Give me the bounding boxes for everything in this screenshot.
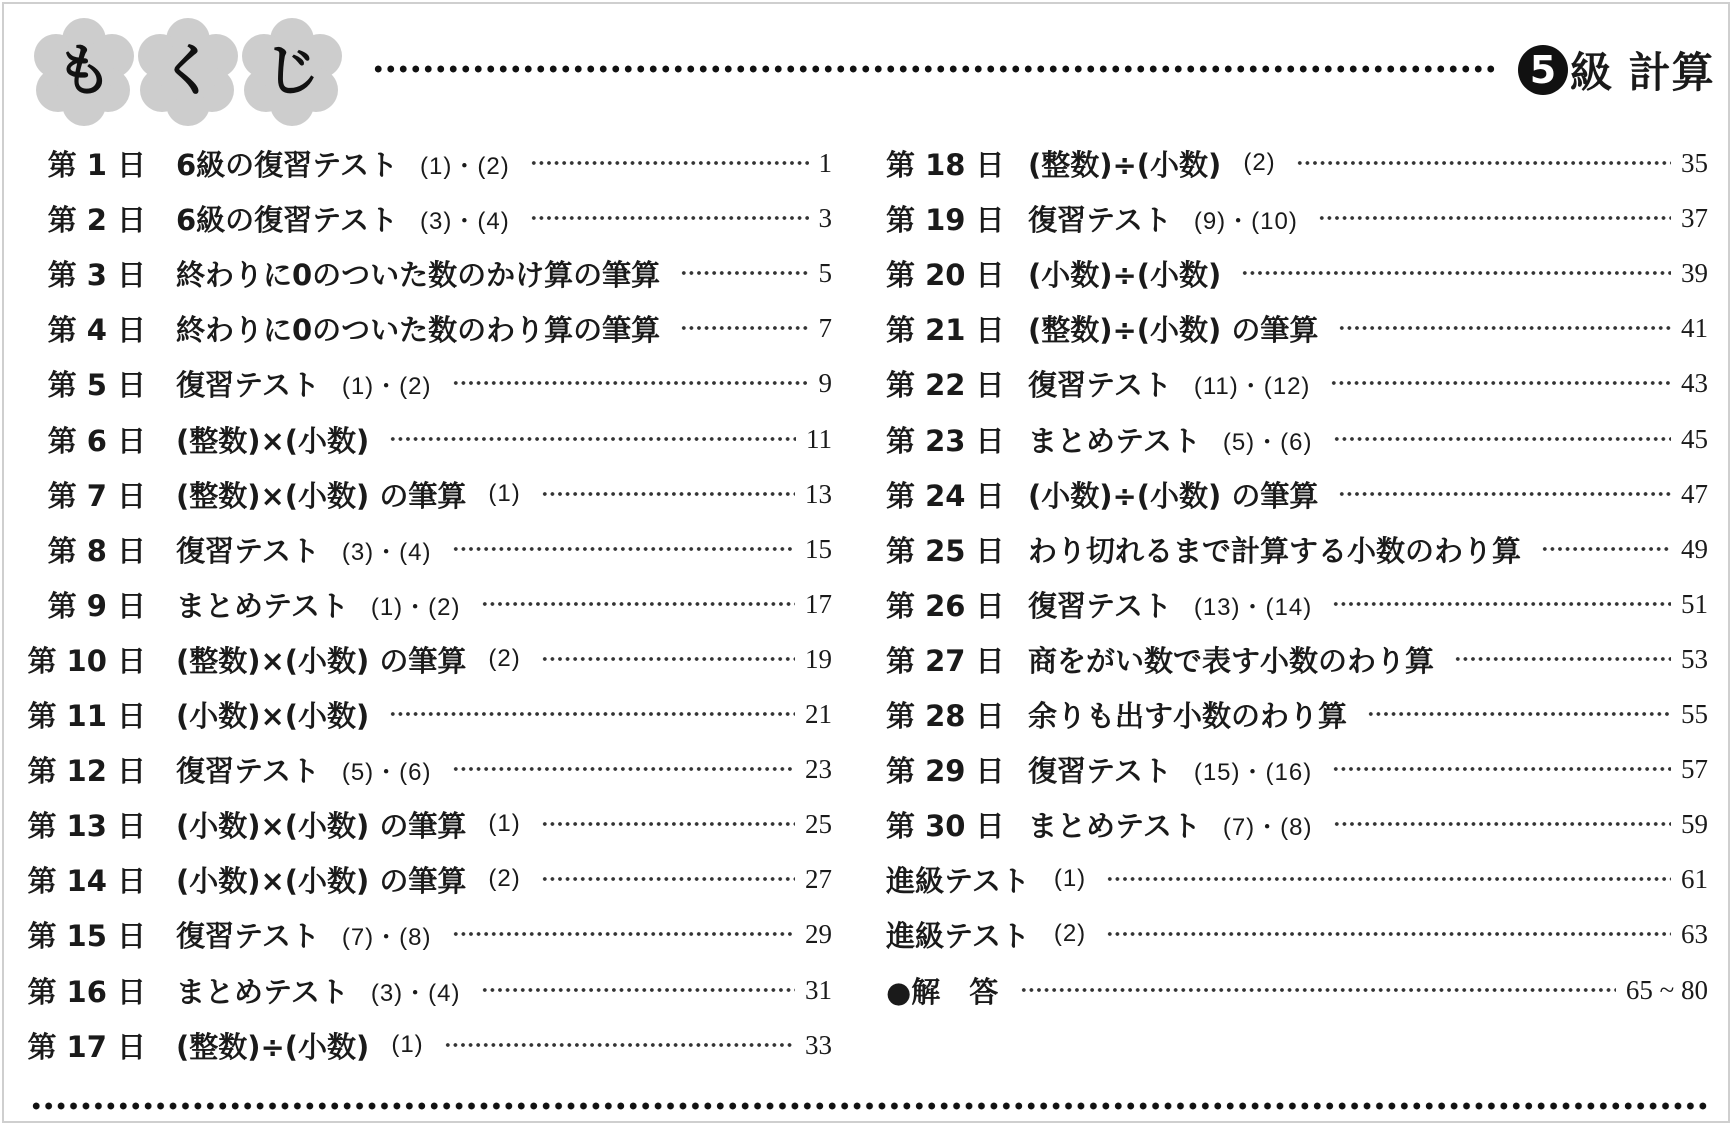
entry-day-label: 第 25 日 [886,533,1005,568]
toc-entry[interactable] [0,306,832,350]
entry-title: (小数)×(小数) の筆算 [176,863,467,898]
dot-leader [452,546,795,552]
entry-page-number: 5 [818,257,832,288]
entry-day-label: 第 21 日 [886,312,1005,347]
title-char: じ [264,39,320,104]
dot-leader [1332,766,1671,772]
entry-day-label: 第 4 日 [47,312,146,347]
entry-part-number: (5)・(6) [1222,428,1313,456]
toc-entry[interactable] [866,141,1708,185]
entry-title: 復習テスト [1028,588,1172,623]
dot-leader [1332,601,1671,607]
entry-page-number: 27 [805,863,832,894]
grade-subject: 級 計算 [1570,48,1715,97]
dot-leader [1020,987,1616,993]
dot-leader [452,380,809,386]
entry-part-number: (1) [488,480,521,507]
entry-page-number: 61 [1681,863,1708,894]
flower-badge-1 [30,18,138,126]
entry-day-label: 第 16 日 [27,974,146,1009]
entry-day-label: 第 10 日 [27,643,146,678]
dot-leader [541,656,795,662]
title-char: も [56,39,112,104]
entry-part-number: (1) [1053,865,1087,892]
entry-title: (整数)÷(小数) の筆算 [1028,312,1319,347]
dot-leader [541,821,795,827]
dot-leader [1454,656,1671,662]
entry-part-number: (1) [391,1031,424,1058]
entry-part-number: (2) [1243,149,1276,176]
entry-day-label: 進級テスト [886,863,1030,898]
entry-day-label: 第 7 日 [47,478,146,513]
entry-day-label: 第 5 日 [47,367,146,402]
entry-page-number: 29 [805,918,832,949]
toc-entry[interactable] [0,747,832,791]
toc-entry[interactable] [866,361,1708,405]
dot-leader [452,766,795,772]
entry-title: 復習テスト [1028,367,1172,402]
entry-day-label: 進級テスト [886,918,1030,953]
entry-part-number: (13)・(14) [1193,593,1313,621]
entry-title: 商をがい数で表す小数のわり算 [1028,643,1435,678]
entry-page-number: 39 [1681,257,1708,288]
entry-day-label: 第 11 日 [27,698,146,733]
entry-title: 復習テスト [1028,202,1172,237]
entry-day-label: 第 6 日 [47,423,146,458]
dot-leader [389,436,796,442]
entry-part-number: (1)・(2) [420,152,510,180]
toc-entry[interactable] [866,857,1708,901]
entry-part-number: (1) [488,810,521,837]
toc-entry[interactable] [0,692,832,736]
toc-entry[interactable] [0,472,832,516]
entry-title: まとめテスト [1028,423,1201,458]
entry-page-number: 1 [818,147,832,178]
entry-day-label: 第 23 日 [886,423,1005,458]
entry-title: 終わりに0のついた数のわり算の筆算 [176,312,661,347]
entry-title: (整数)÷(小数) [1028,147,1222,182]
dot-leader [1241,270,1671,276]
toc-entry[interactable] [0,857,832,901]
entry-day-label: 第 13 日 [27,808,146,843]
bottom-dotted-rule [30,1100,1710,1112]
entry-title: (小数)×(小数) の筆算 [176,808,467,843]
entry-part-number: (11)・(12) [1193,372,1311,400]
dot-leader [1541,546,1671,552]
entry-day-label: 第 3 日 [47,257,146,292]
flower-badge-2 [134,18,242,126]
entry-day-label: ●解 答 [886,974,999,1009]
dot-leader [1318,215,1671,221]
dot-leader [541,491,795,497]
toc-entry[interactable] [0,912,832,956]
entry-title: 6級の復習テスト [176,202,399,237]
entry-part-number: (3)・(4) [341,538,432,566]
entry-page-number: 19 [805,643,832,674]
entry-day-label: 第 15 日 [27,918,146,953]
entry-page-number: 33 [805,1029,832,1060]
dot-leader [1338,491,1671,497]
entry-page-number: 65 ~ 80 [1625,974,1708,1005]
entry-part-number: (1)・(2) [341,372,432,400]
entry-day-label: 第 28 日 [886,698,1005,733]
entry-day-label: 第 19 日 [886,202,1005,237]
entry-page-number: 49 [1681,533,1708,564]
entry-part-number: (2) [1053,920,1087,947]
entry-day-label: 第 12 日 [27,753,146,788]
toc-entry[interactable] [866,802,1708,846]
entry-day-label: 第 30 日 [886,808,1005,843]
entry-page-number: 7 [818,312,832,343]
dot-leader [530,160,809,166]
toc-entry[interactable] [866,306,1708,350]
toc-entry[interactable] [866,912,1708,956]
entry-day-label: 第 20 日 [886,257,1005,292]
entry-title: 復習テスト [176,918,320,953]
entry-part-number: (7)・(8) [1222,813,1313,841]
title-dotted-rule [372,63,1496,75]
dot-leader [530,215,809,221]
entry-day-label: 第 9 日 [47,588,146,623]
entry-day-label: 第 29 日 [886,753,1005,788]
entry-title: (整数)÷(小数) [176,1029,370,1064]
entry-title: 復習テスト [1028,753,1172,788]
entry-page-number: 59 [1681,808,1708,839]
entry-day-label: 第 22 日 [886,367,1005,402]
entry-page-number: 21 [805,698,832,729]
dot-leader [444,1042,795,1048]
entry-page-number: 17 [805,588,832,619]
entry-page-number: 53 [1681,643,1708,674]
dot-leader [1296,160,1671,166]
toc-entry[interactable] [0,802,832,846]
entry-page-number: 43 [1681,367,1708,398]
entry-page-number: 57 [1681,753,1708,784]
toc-entry[interactable] [866,251,1708,295]
entry-page-number: 9 [818,367,832,398]
toc-entry[interactable] [0,141,832,185]
title-char: く [160,39,216,104]
entry-title: まとめテスト [176,974,349,1009]
entry-page-number: 55 [1681,698,1708,729]
toc-entry[interactable] [866,747,1708,791]
entry-title: 復習テスト [176,367,320,402]
toc-entry[interactable] [866,637,1708,681]
dot-leader [1106,931,1671,937]
entry-title: (小数)×(小数) [176,698,370,733]
entry-title: (整数)×(小数) [176,423,370,458]
dot-leader [389,711,795,717]
entry-page-number: 37 [1681,202,1708,233]
entry-title: まとめテスト [176,588,349,623]
dot-leader [481,601,795,607]
toc-entry[interactable] [866,527,1708,571]
entry-title: 復習テスト [176,533,320,568]
dot-leader [1367,711,1671,717]
toc-entry[interactable] [0,1023,832,1067]
dot-leader [1333,821,1671,827]
entry-part-number: (9)・(10) [1193,207,1298,235]
dot-leader [1330,380,1671,386]
entry-title: 余りも出す小数のわり算 [1028,698,1348,733]
entry-page-number: 51 [1681,588,1708,619]
grade-label [1518,40,1715,100]
toc-entry[interactable] [0,968,832,1012]
entry-title: (小数)÷(小数) の筆算 [1028,478,1319,513]
toc-entry[interactable] [0,582,832,626]
entry-day-label: 第 2 日 [47,202,146,237]
entry-page-number: 31 [805,974,832,1005]
entry-page-number: 23 [805,753,832,784]
toc-entry[interactable] [866,417,1708,461]
entry-page-number: 3 [818,202,832,233]
toc-entry[interactable] [0,527,832,571]
entry-part-number: (15)・(16) [1193,758,1313,786]
entry-title: (小数)÷(小数) [1028,257,1222,292]
dot-leader [452,931,795,937]
entry-day-label: 第 27 日 [886,643,1005,678]
entry-day-label: 第 26 日 [886,588,1005,623]
toc-entry[interactable] [866,968,1708,1012]
entry-part-number: (3)・(4) [420,207,510,235]
dot-leader [1338,325,1671,331]
entry-title: わり切れるまで計算する小数のわり算 [1028,533,1522,568]
entry-page-number: 13 [805,478,832,509]
dot-leader [541,876,795,882]
entry-day-label: 第 1 日 [47,147,146,182]
toc-entry[interactable] [866,472,1708,516]
entry-part-number: (3)・(4) [370,979,461,1007]
entry-part-number: (5)・(6) [341,758,432,786]
entry-part-number: (7)・(8) [341,923,432,951]
toc-entry[interactable] [0,417,832,461]
dot-leader [1333,436,1671,442]
entry-page-number: 11 [806,423,832,454]
dot-leader [680,270,808,276]
entry-title: (整数)×(小数) の筆算 [176,478,467,513]
entry-part-number: (2) [488,865,521,892]
flower-badge-3 [238,18,346,126]
entry-page-number: 63 [1681,918,1708,949]
entry-part-number: (2) [488,645,521,672]
entry-page-number: 35 [1681,147,1708,178]
entry-day-label: 第 24 日 [886,478,1005,513]
toc-entry[interactable] [0,196,832,240]
entry-page-number: 25 [805,808,832,839]
entry-day-label: 第 17 日 [27,1029,146,1064]
entry-title: 終わりに0のついた数のかけ算の筆算 [176,257,661,292]
dot-leader [481,987,795,993]
entry-page-number: 47 [1681,478,1708,509]
toc-entry[interactable] [0,637,832,681]
entry-title: 6級の復習テスト [176,147,399,182]
entry-title: 復習テスト [176,753,320,788]
entry-page-number: 45 [1681,423,1708,454]
toc-entry[interactable] [866,582,1708,626]
entry-page-number: 41 [1681,312,1708,343]
entry-day-label: 第 8 日 [47,533,146,568]
entry-day-label: 第 14 日 [27,863,146,898]
entry-title: (整数)×(小数) の筆算 [176,643,467,678]
toc-entry[interactable] [0,251,832,295]
entry-part-number: (1)・(2) [370,593,461,621]
toc-entry[interactable] [866,196,1708,240]
entry-page-number: 15 [805,533,832,564]
toc-entry[interactable] [866,692,1708,736]
entry-title: まとめテスト [1028,808,1201,843]
grade-number-badge: 5 [1518,45,1568,95]
dot-leader [1106,876,1671,882]
toc-entry[interactable] [0,361,832,405]
dot-leader [680,325,808,331]
entry-day-label: 第 18 日 [886,147,1005,182]
